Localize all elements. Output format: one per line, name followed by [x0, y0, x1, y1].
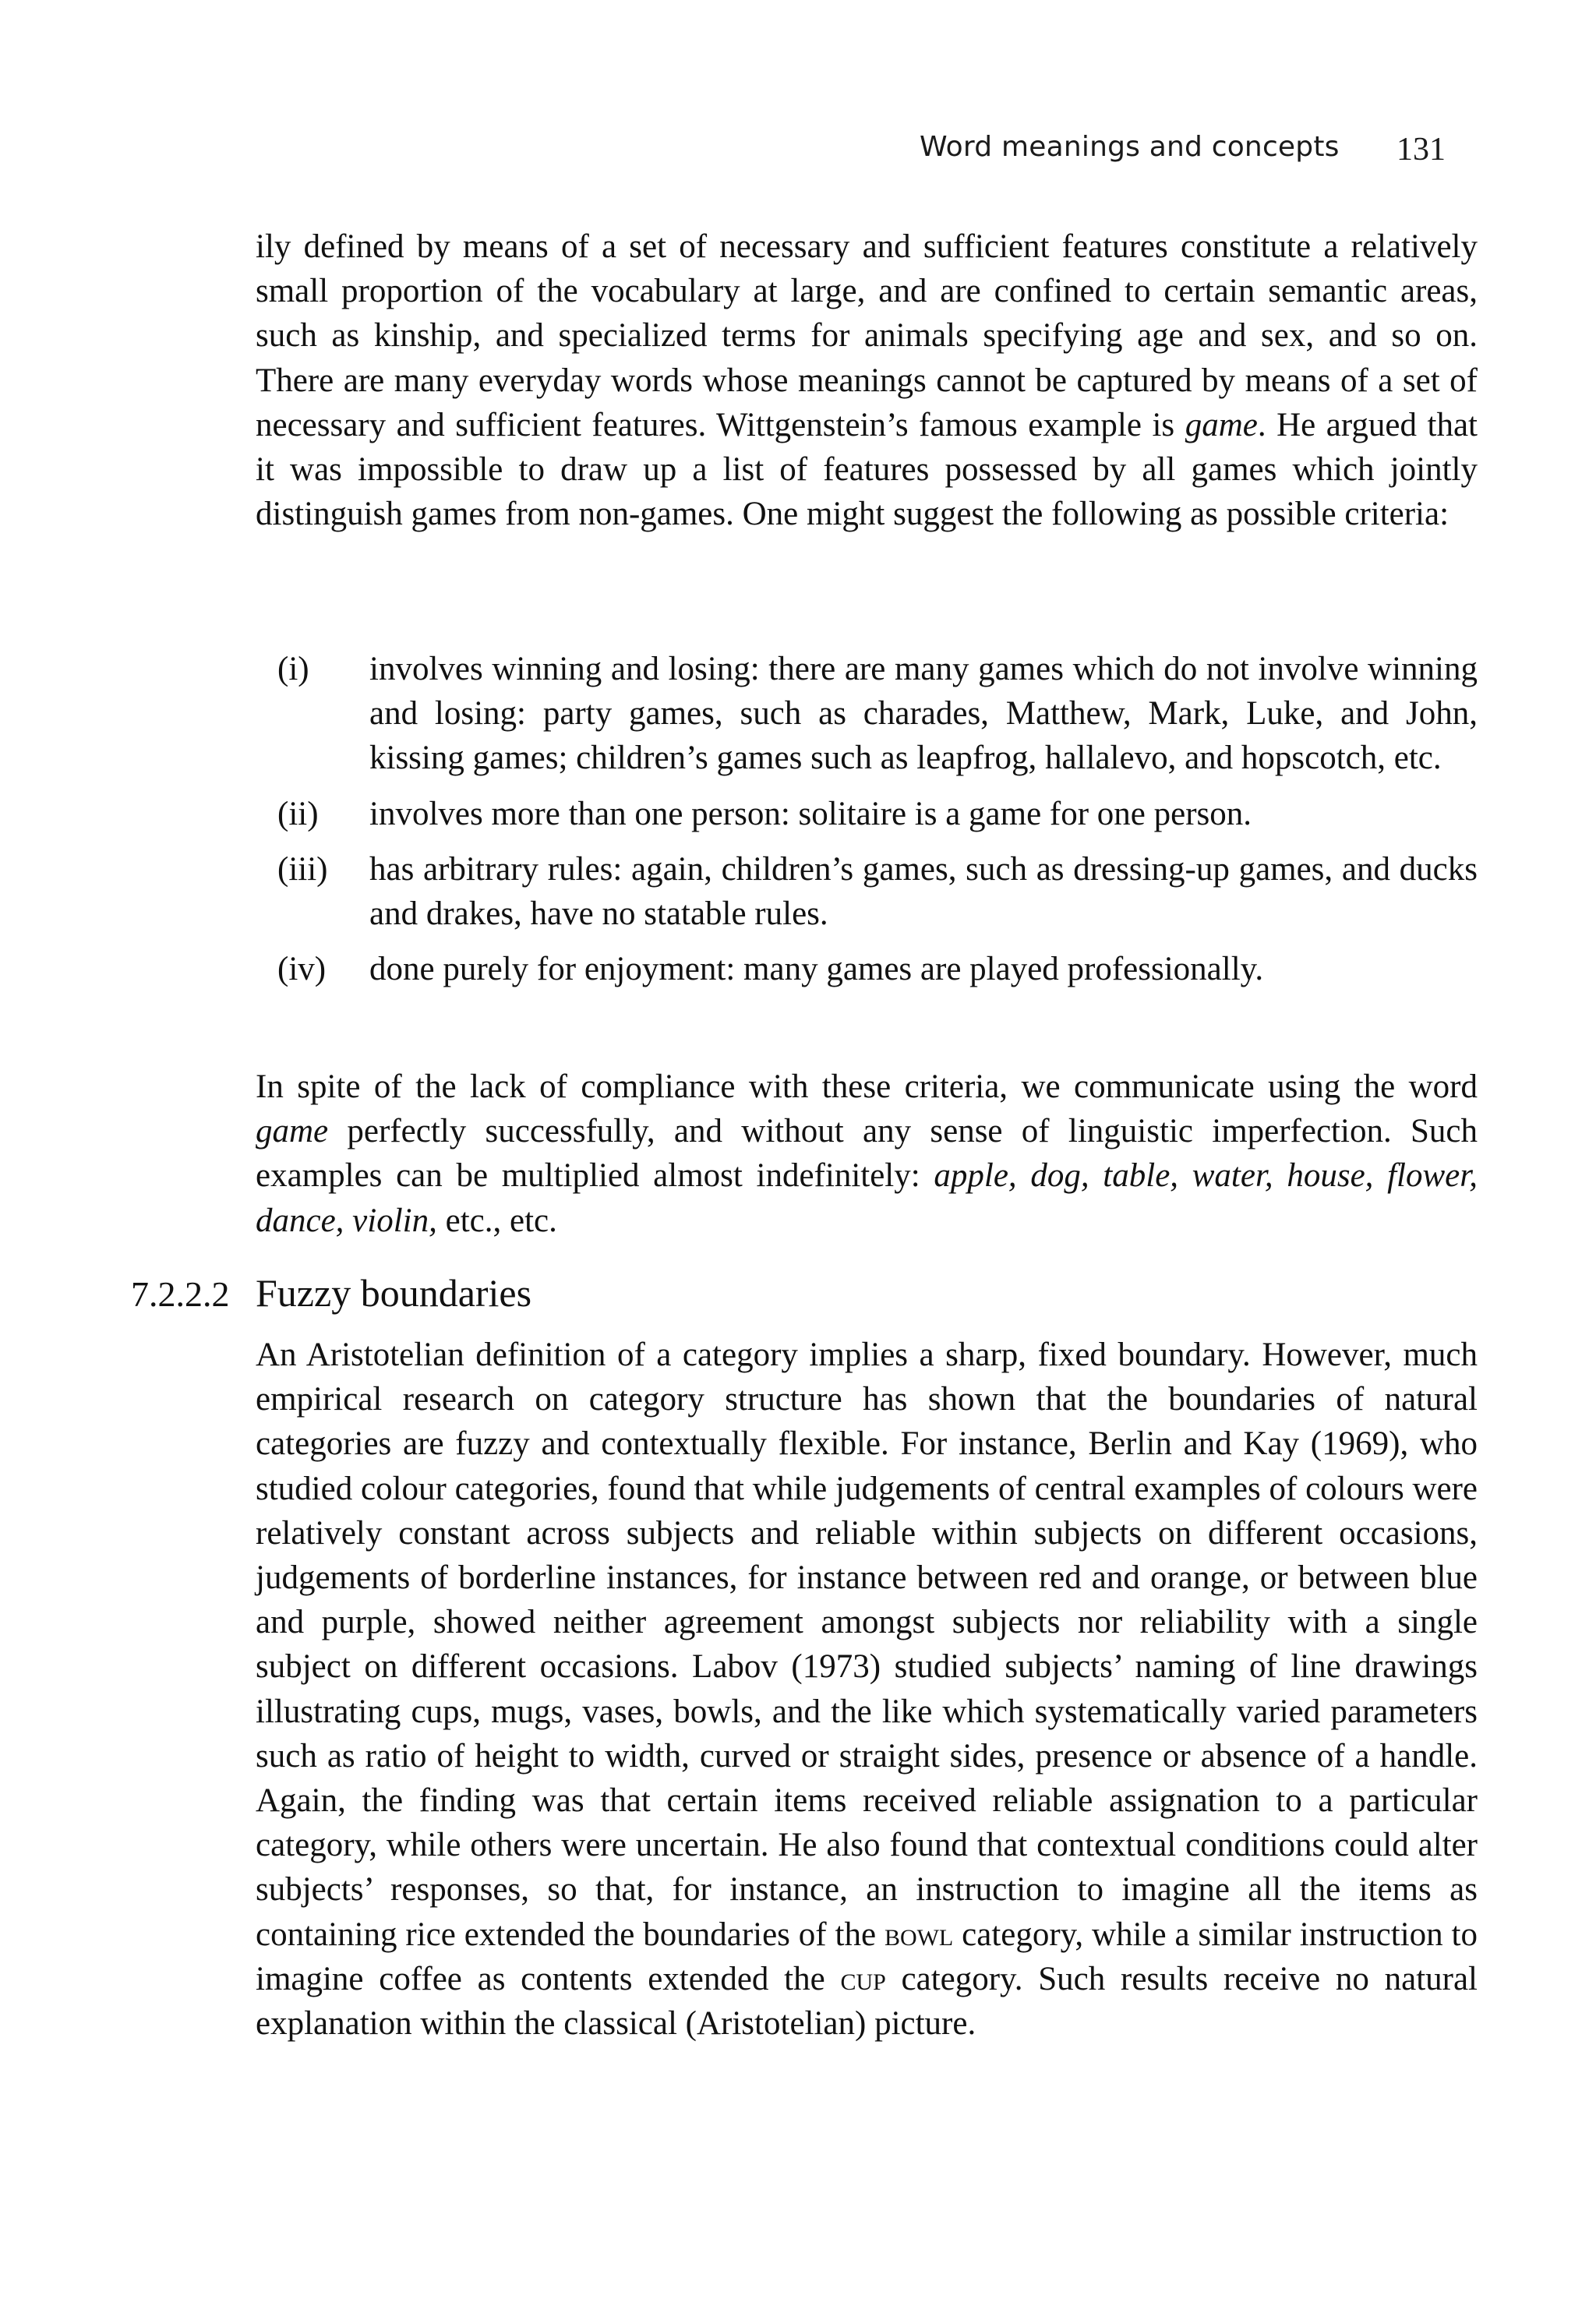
section-number: 7.2.2.2 [131, 1274, 230, 1314]
paragraph-3-text-3: category. Such results receive no natural explanation within the classical (Aristotelian) picture. [256, 1960, 1478, 2043]
paragraph-2-italic-examples: apple, dog, table, water, house, flower, dance, violin, [256, 1157, 1478, 1239]
criterion-text: involves winning and losing: there are many games which do not involve winning and losing: party games, such as charades, Matthew, Mark, Luke, and John, kissing games; children’s games such as leapfrog, hallalevo, and hopscotch, etc. [369, 651, 1478, 777]
paragraph-3 [256, 1333, 1478, 2046]
criterion-item [277, 647, 1478, 781]
criterion-item [277, 792, 1478, 836]
paragraph-1-text-1: ily defined by means of a set of necessary and sufficient features constitute a relatively small proportion of the vocabulary at large, and are confined to certain semantic areas, such as kinship, and specialized terms for animals specifying age and sex, and so on. There are many everyday words whose meanings cannot be captured by means of a set of necessary and sufficient features. Wittgenstein’s famous example is [256, 228, 1478, 443]
page-number: 131 [1396, 132, 1446, 168]
paragraph-1-text-2: . He argued that it was impossible to draw up a list of features possessed by all games which jointly distinguish games from non-games. One might suggest the following as possible criteria: [256, 406, 1478, 533]
section-heading [131, 1273, 1478, 1323]
criterion-text: done purely for enjoyment: many games are played professionally. [369, 951, 1264, 988]
paragraph-2-text-1: In spite of the lack of compliance with these criteria, we communicate using the word [256, 1068, 1478, 1105]
paragraph-3-text-2: category, while a similar instruction to imagine coffee as contents extended the [256, 1916, 1478, 1997]
criterion-item [277, 847, 1478, 936]
paragraph-2-italic-game: game [256, 1113, 329, 1150]
smallcaps-bowl: bowl [884, 1916, 954, 1953]
criterion-number: (iv) [277, 951, 327, 988]
criterion-text: has arbitrary rules: again, children’s games, such as dressing-up games, and ducks and drakes, have no statable rules. [369, 850, 1478, 933]
paragraph-1-italic-game: game [1185, 406, 1258, 443]
criteria-list [277, 647, 1478, 1002]
criterion-number: (iii) [277, 850, 328, 888]
smallcaps-cup: cup [840, 1960, 886, 1997]
criterion-number: (ii) [277, 795, 319, 832]
paragraph-1 [256, 224, 1478, 536]
paragraph-2-text-3: etc., etc. [436, 1202, 557, 1239]
running-head [0, 131, 1596, 178]
paragraph-2 [256, 1065, 1478, 1243]
criterion-text: involves more than one person: solitaire is a game for one person. [369, 795, 1252, 832]
paragraph-3-text-1: An Aristotelian definition of a category implies a sharp, fixed boundary. However, much empirical research on category structure has shown that the boundaries of natural categories are fuzzy and contextually flexible. For instance, Berlin and Kay (1969), who studied colour categories, found that while judgements of central examples of colours were relatively constant across subjects and reliable within subjects on different occasions, judgements of borderline instances, for instance between red and orange, or between blue and purple, showed neither agreement amongst subjects nor reliability with a single subject on different occasions. Labov (1973) studied subjects’ naming of line drawings illustrating cups, mugs, vases, bowls, and the like which systematically varied parameters such as ratio of height to width, curved or straight sides, presence or absence of a handle. Again, the finding was that certain items received reliable assignation to a particular category, while others were uncertain. He also found that contextual conditions could alter subjects’ responses, so that, for instance, an instruction to imagine all the items as containing rice extended the boundaries of the [256, 1337, 1478, 1953]
criterion-item [277, 947, 1478, 991]
paragraph-2-text-2: perfectly successfully, and without any sense of linguistic imperfection. Such examples can be multiplied almost indefinitely: [256, 1113, 1478, 1195]
criterion-number: (i) [277, 651, 309, 687]
section-title: Fuzzy boundaries [256, 1271, 532, 1315]
running-title: Word meanings and concepts [920, 131, 1340, 163]
